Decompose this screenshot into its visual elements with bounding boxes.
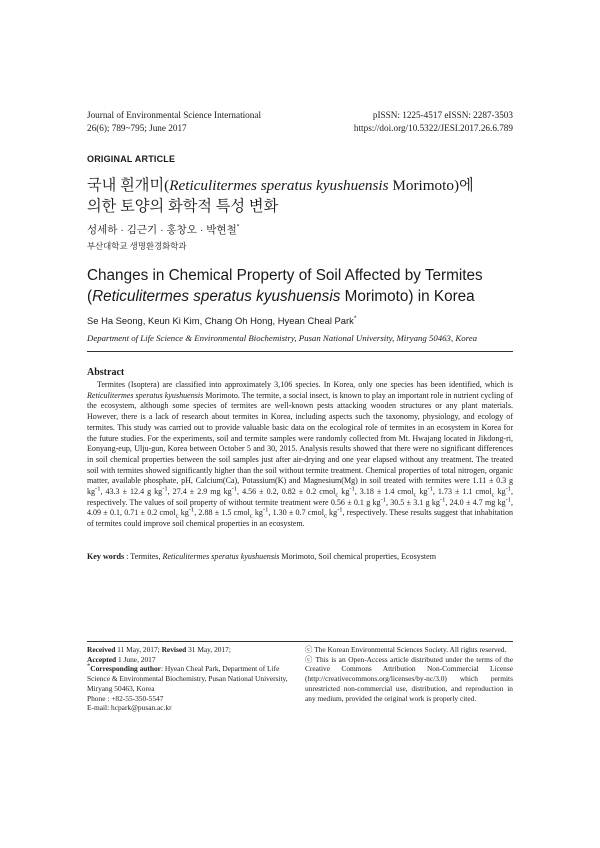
exponent: -1 bbox=[337, 506, 343, 514]
subscript: c bbox=[491, 491, 495, 499]
footer-dates-correspondence bbox=[87, 645, 293, 713]
abstract-text: kg bbox=[178, 508, 189, 518]
subscript: c bbox=[249, 513, 253, 521]
keywords bbox=[87, 552, 513, 561]
abstract-heading: Abstract bbox=[87, 367, 125, 378]
subscript: c bbox=[413, 491, 417, 499]
revised-date: 31 May, 2017; bbox=[186, 645, 231, 654]
abstract-text: , 24.0 ± 4.7 mg kg bbox=[445, 497, 506, 507]
journal-identifiers bbox=[354, 109, 513, 134]
abstract-text: , 43.3 ± 12.4 g kg bbox=[100, 487, 163, 497]
corresponding-label: Corresponding author bbox=[90, 664, 161, 674]
authors-ko-names: 성세하 · 김근기 · 홍창오 · 박현철 bbox=[87, 224, 237, 236]
title-en-suffix: Morimoto) in Korea bbox=[340, 287, 475, 305]
abstract-text: kg bbox=[494, 487, 506, 497]
authors-korean bbox=[87, 222, 239, 237]
article-type: ORIGINAL ARTICLE bbox=[87, 154, 176, 164]
received-date: 11 May, 2017; bbox=[115, 645, 162, 654]
footer-license bbox=[305, 645, 513, 703]
abstract-text: , respectively. The values of soil property of without termite treatment were 0.56 ± 0.1 g kg bbox=[87, 487, 513, 507]
affiliation-english: Department of Life Science & Environmental Biochemistry, Pusan National University, Miryang 50463, Korea bbox=[87, 333, 478, 343]
abstract-text: , respectively. These results suggest that inhabitation of termites could improve soil chemical properties in an ecosystem. bbox=[87, 508, 513, 529]
exponent: -1 bbox=[505, 485, 511, 493]
subscript: c bbox=[175, 513, 179, 521]
exponent: -1 bbox=[262, 506, 269, 514]
divider-top bbox=[87, 351, 513, 352]
abstract-text: , 27.4 ± 2.9 mg kg bbox=[167, 487, 232, 497]
phone-line: Phone : +82-55-350-5547 bbox=[87, 693, 164, 703]
subscript: c bbox=[323, 513, 327, 521]
exponent: -1 bbox=[505, 496, 511, 504]
abstract-text: , 1.73 ± 1.1 cmol bbox=[432, 487, 492, 497]
abstract-text: , 30.5 ± 3.1 g kg bbox=[385, 497, 440, 507]
corresponding-mark-footer: * bbox=[87, 662, 91, 670]
abstract-text: , 2.88 ± 1.5 cmol bbox=[194, 508, 250, 518]
title-ko-species: Reticulitermes speratus kyushuensis bbox=[169, 177, 389, 194]
exponent: -1 bbox=[349, 485, 355, 493]
abstract-text: , 4.09 ± 0.1, 0.71 ± 0.2 cmol bbox=[87, 497, 513, 518]
copyright-line: ⓒ The Korean Environmental Sciences Society. All rights reserved. bbox=[305, 645, 507, 654]
title-ko-prefix: 국내 흰개미( bbox=[87, 177, 170, 194]
accepted-line bbox=[87, 655, 293, 665]
affiliation-korean: 부산대학교 생명환경화학과 bbox=[87, 241, 187, 251]
keywords-rest: Morimoto, Soil chemical properties, Ecosystem bbox=[279, 552, 437, 561]
journal-info bbox=[87, 109, 261, 134]
abstract-text: kg bbox=[416, 487, 428, 497]
subscript: c bbox=[335, 491, 339, 499]
corresponding-mark: * bbox=[236, 223, 240, 231]
abstract-text: Morimoto. The termite, a social insect, is known to play an important role in nutrient cycling of the ecosystem, although some species of termites are well-known pests attacking wooden structures or any plant materials. However, there is a lack of research about termites in Korea, including aspects such the taxonomy, physiology, and ecology of termites. This study was carried out to provide valuable basic data on the ecological role of termites in an ecosystem in Korea for the future studies. For the experiments, soil and termite samples were randomly collected from Mt. Hwajang located in Jikdong-ri, Eonyang-eup, Ulju-gun, Korea between October 5 and 30, 2015. Analysis results showed that there were no significant differences in soil chemical properties between the soil samples just after air-drying and one year elapsed without any treatment. The treated soil with termites showed significantly higher than the soil without termite treatment. Chemical properties of total nitrogen, organic matter, available phosphate, pH, Calcium(Ca), Potassium(K) and Magnesium(Mg) in soil treated with termites were 1.11 ± 0.3 g kg bbox=[87, 390, 513, 497]
abstract-body bbox=[87, 380, 513, 530]
journal-doi[interactable]: https://doi.org/10.5322/JESI.2017.26.6.789 bbox=[353, 122, 513, 133]
abstract-text: Termites (Isoptera) are classified into approximately 3,106 species. In Korea, only one species has been identified, which is bbox=[97, 380, 513, 389]
journal-issn: pISSN: 1225-4517 eISSN: 2287-3503 bbox=[372, 110, 513, 120]
journal-name: Journal of Environmental Science International bbox=[87, 110, 261, 120]
keywords-label: Key words bbox=[87, 552, 125, 561]
exponent: -1 bbox=[380, 496, 386, 504]
abstract-species: Reticulitermes speratus kyushuensis bbox=[87, 390, 204, 400]
title-ko-suffix: Morimoto)에 bbox=[388, 177, 474, 194]
dates-line bbox=[87, 645, 293, 655]
title-en-species: Reticulitermes speratus kyushuensis bbox=[92, 287, 341, 305]
title-en-open: ( bbox=[87, 287, 93, 305]
revised-label: Revised bbox=[161, 645, 187, 654]
authors-english bbox=[87, 315, 356, 326]
title-en-prefix: Changes in Chemical Property of Soil Affected by Termites bbox=[87, 267, 483, 284]
keywords-species: Reticulitermes speratus kyushuensis bbox=[162, 552, 280, 561]
title-ko-line2: 의한 토양의 화학적 특성 변화 bbox=[87, 198, 279, 215]
corresponding-line bbox=[87, 664, 293, 693]
received-label: Received bbox=[87, 645, 116, 654]
exponent: -1 bbox=[162, 485, 168, 493]
exponent: -1 bbox=[439, 496, 446, 504]
title-korean bbox=[87, 175, 517, 217]
divider-footer bbox=[87, 641, 513, 642]
abstract-text: , 4.56 ± 0.2, 0.82 ± 0.2 cmol bbox=[237, 487, 336, 497]
abstract-text: , 3.18 ± 1.4 cmol bbox=[354, 487, 414, 497]
accepted-label: Accepted bbox=[87, 654, 117, 664]
abstract-text: kg bbox=[252, 508, 263, 518]
exponent: -1 bbox=[95, 485, 101, 493]
abstract-paragraph bbox=[87, 380, 513, 530]
title-english bbox=[87, 266, 517, 307]
abstract-text: kg bbox=[326, 508, 338, 518]
keywords-sep: : Termites, bbox=[124, 552, 163, 561]
exponent: -1 bbox=[427, 485, 433, 493]
license-text: ⓒ This is an Open-Access article distributed under the terms of the Creative Commons Attribution Non-Commercial License (http://creativecommons.org/licenses/by-nc/3.0) which permits unrestricted non-commercial use, distribution, and reproduction in any medium, provided the original work is properly cited. bbox=[305, 654, 513, 703]
accepted-date: 1 June, 2017 bbox=[116, 654, 156, 664]
exponent: -1 bbox=[188, 506, 195, 514]
abstract-text: , 1.30 ± 0.7 cmol bbox=[268, 508, 324, 518]
authors-en-names: Se Ha Seong, Keun Ki Kim, Chang Oh Hong, Hyean Cheal Park bbox=[87, 315, 354, 326]
abstract-text: kg bbox=[338, 487, 350, 497]
corresponding-mark-en: * bbox=[353, 314, 357, 322]
corresponding-address: : Hyean Cheal Park, Department of Life Science & Environmental Biochemistry, Pusan National University, Miryang 50463, Korea bbox=[87, 664, 288, 693]
email-line[interactable]: E-mail: hcpark@pusan.ac.kr bbox=[87, 703, 172, 713]
journal-volume: 26(6); 789~795; June 2017 bbox=[87, 122, 187, 133]
exponent: -1 bbox=[231, 485, 238, 493]
